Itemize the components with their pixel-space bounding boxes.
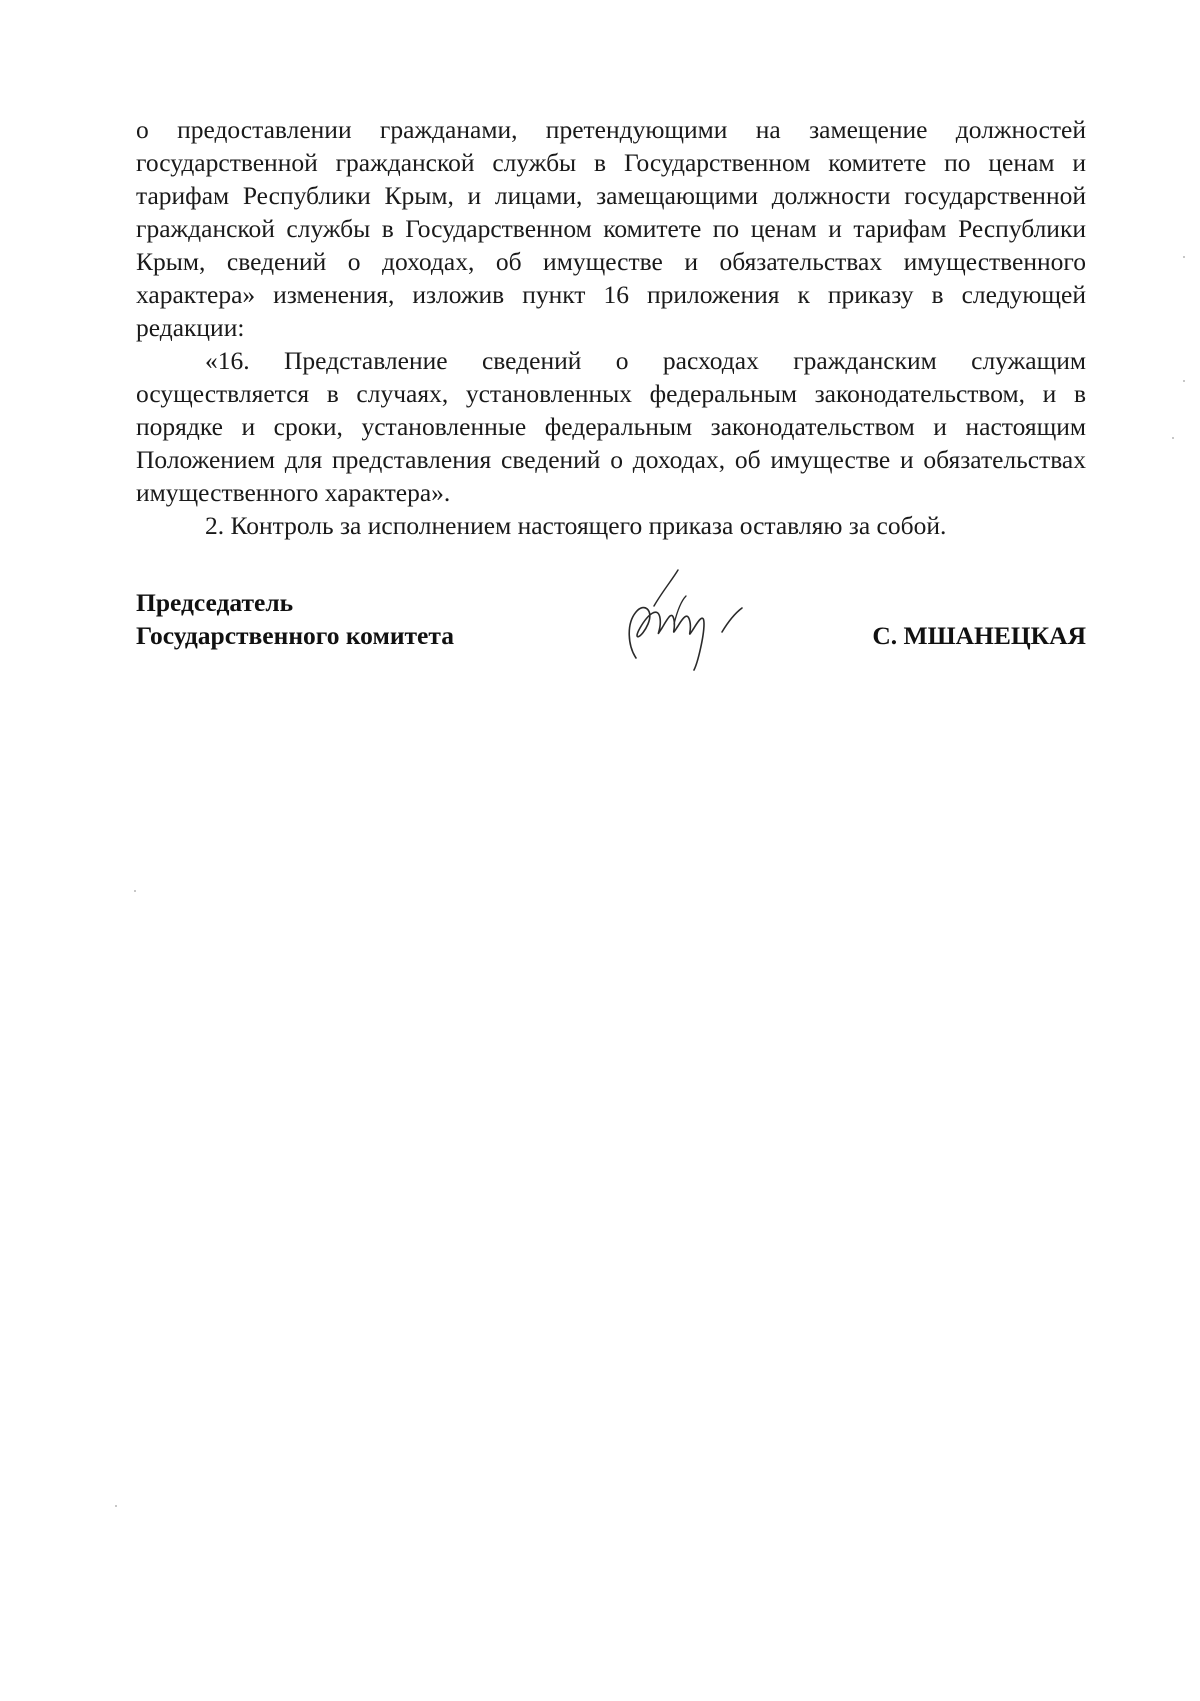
scan-speck [134,890,136,892]
paragraph-amendment-intro: о предоставлении гражданами, претендующими на замещение должностей государственной гражданской службы в Государственном комитете по ценам и тарифам Республики Крым, и лицами, замещающими должности государственной гражданской службы в Государственном комитете по ценам и тарифам Республики Крым, сведений о доходах, об имуществе и обязательствах имущественного характера» изменения, изложив пункт 16 приложения к приказу в следующей редакции: [136,115,1086,342]
signatory-position-line2: Государственного комитета [136,621,454,650]
signature-block [136,586,1086,696]
signatory-position-line1: Председатель [136,588,294,617]
scan-speck [1172,437,1174,439]
scan-speck [115,1505,117,1507]
paragraph-item-16: «16. Представление сведений о расходах гражданским служащим осуществляется в случаях, установленных федеральным законодательством, и в порядке и сроки, установленные федеральным законодательством и настоящим Положением для представления сведений о доходах, об имуществе и обязательствах имущественного характера». [136,346,1086,507]
signatory-position [136,586,454,652]
document-body [136,113,1086,542]
handwritten-signature [614,566,764,676]
scan-speck [1183,380,1185,382]
scan-speck [1183,256,1185,258]
paragraph-control-clause: 2. Контроль за исполнением настоящего приказа оставляю за собой. [205,511,947,540]
signatory-name: С. МШАНЕЦКАЯ [872,621,1086,650]
